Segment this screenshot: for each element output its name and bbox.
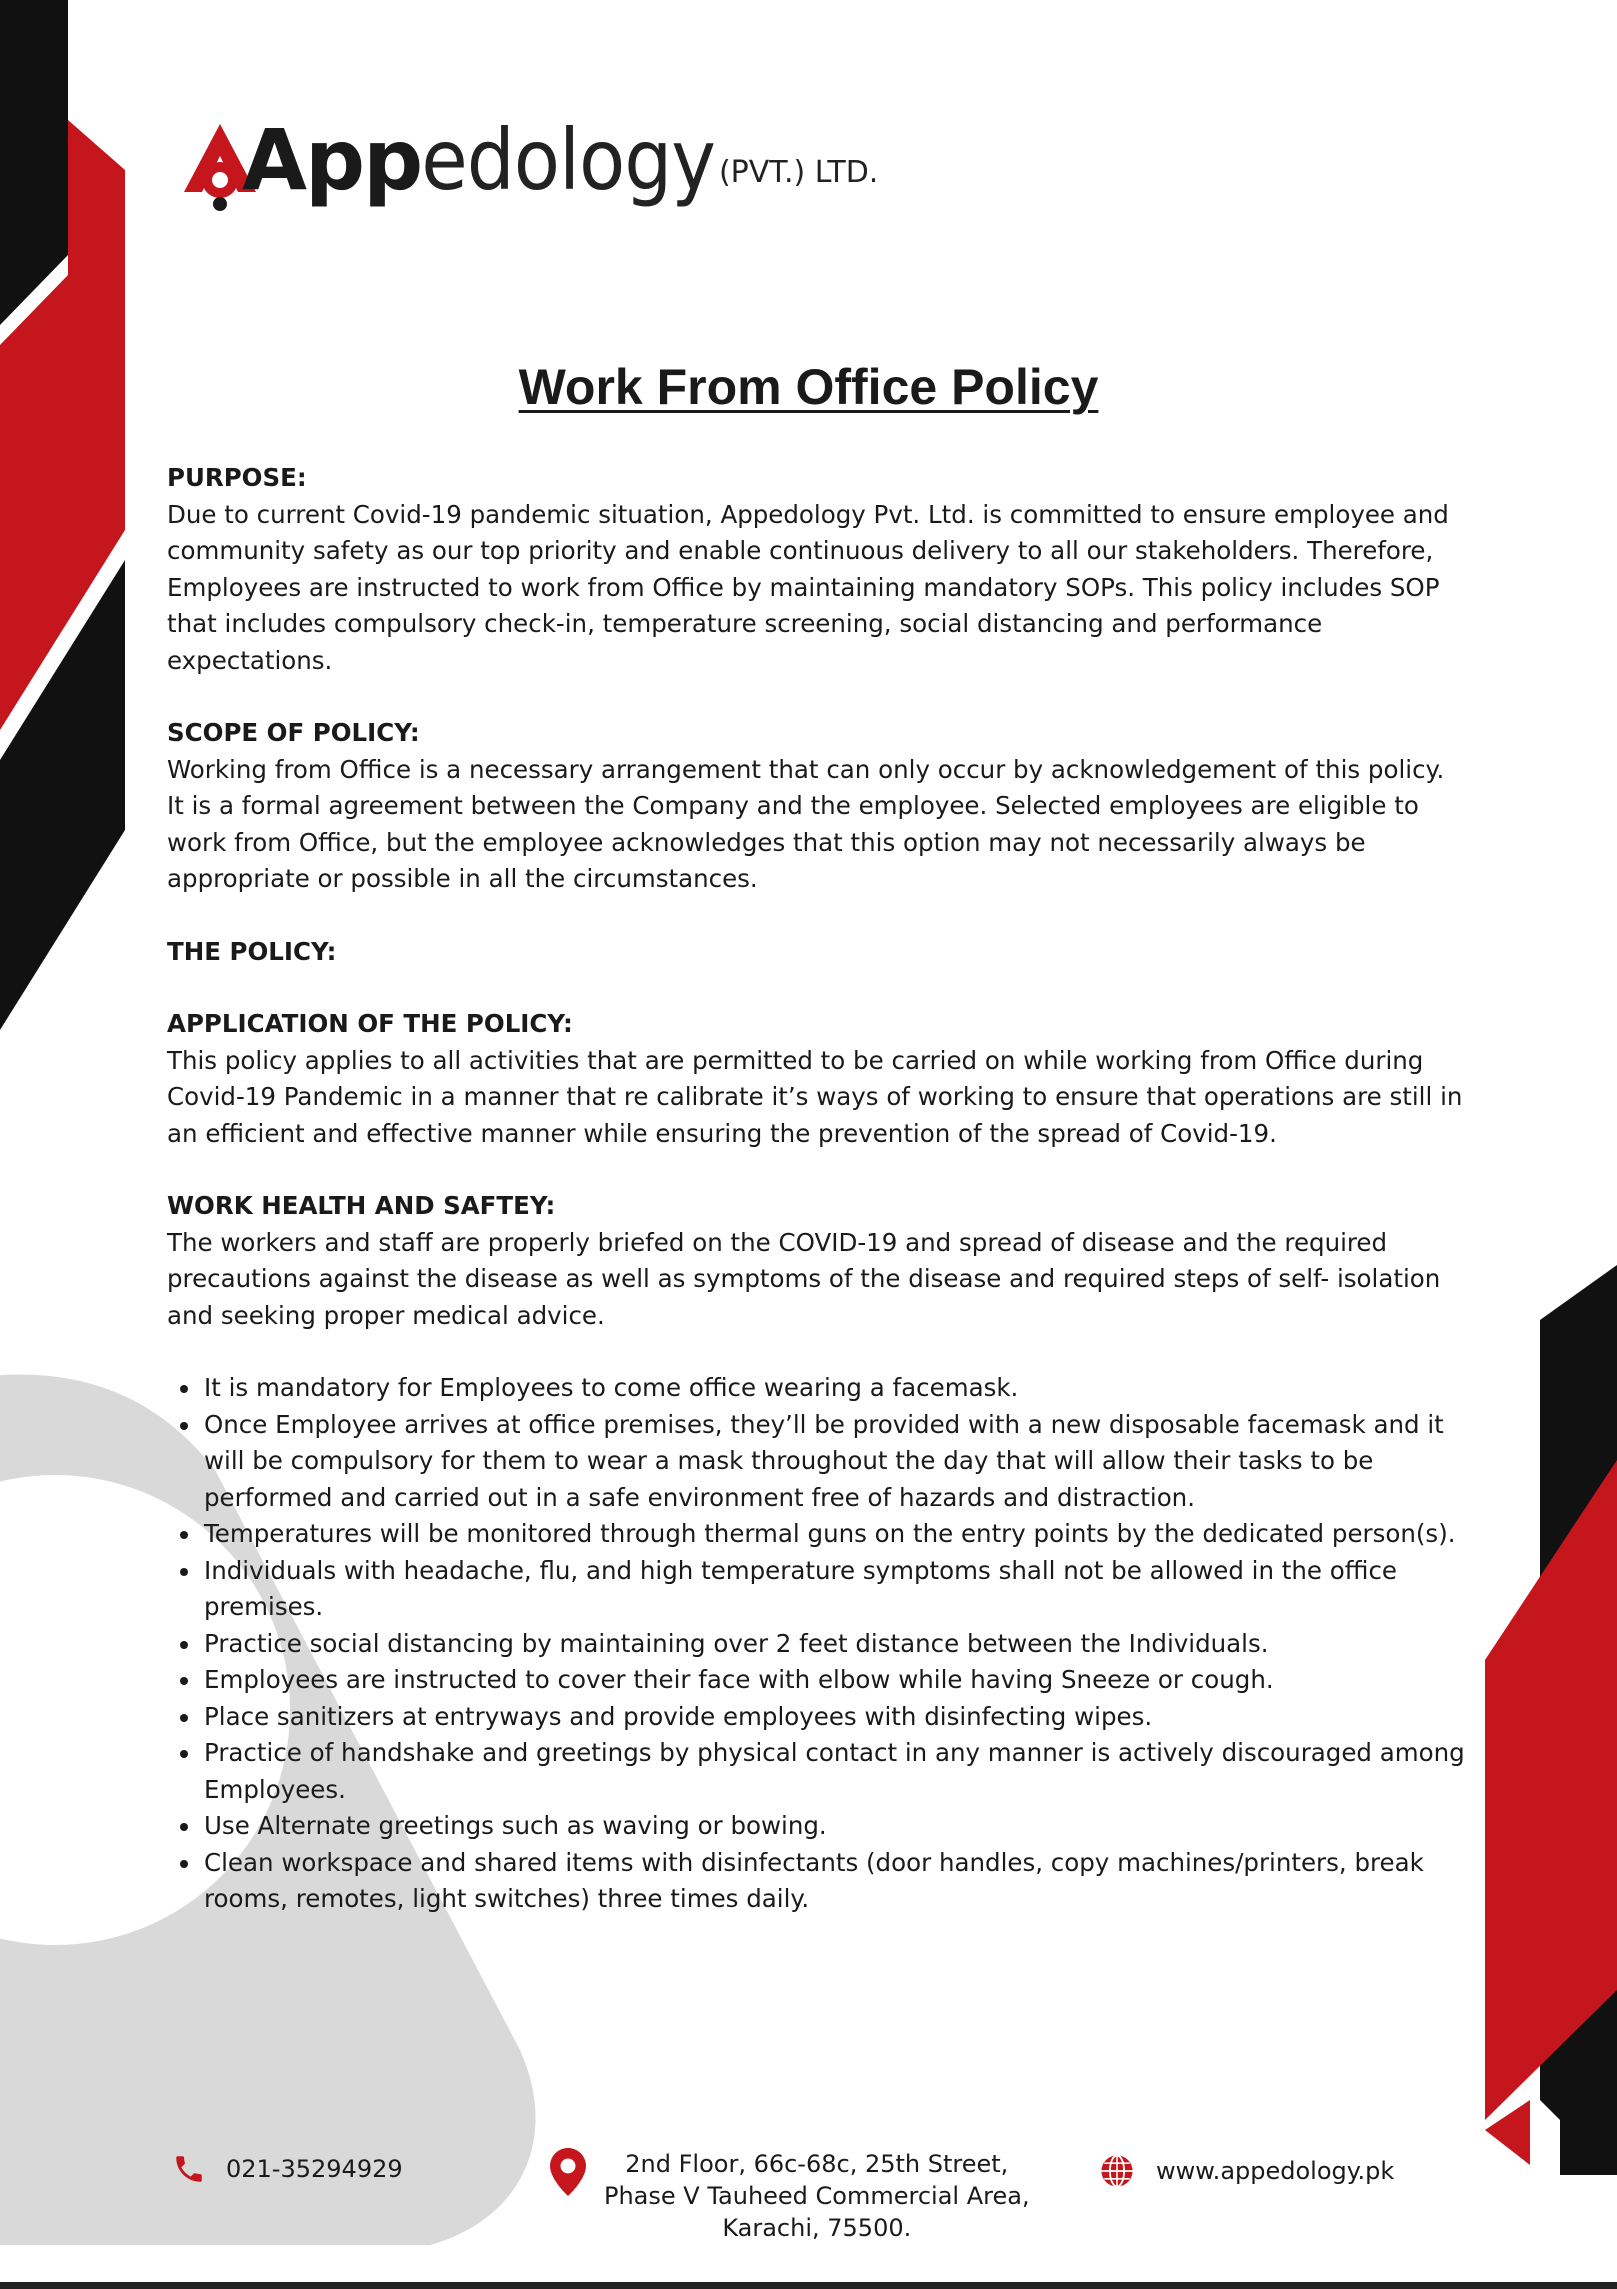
phone-icon xyxy=(172,2152,206,2186)
list-item: • Once Employee arrives at office premises, they’ll be provided with a new disposable facemask and it will be compulsory for them to wear a mask throughout the day that will allow their tasks to be performed and carried out in a safe environment free of hazards and distraction. xyxy=(202,1407,1467,1517)
section-the-policy xyxy=(167,934,1467,971)
title-text: Work From Office Policy xyxy=(518,359,1099,415)
document-title xyxy=(0,358,1617,416)
list-item: • Practice of handshake and greetings by physical contact in any manner is actively discouraged among Employees. xyxy=(202,1735,1467,1808)
section-heading: WORK HEALTH AND SAFTEY: xyxy=(167,1191,556,1220)
phone-number: 021-35294929 xyxy=(226,2155,403,2183)
list-item: • Place sanitizers at entryways and provide employees with disinfecting wipes. xyxy=(202,1699,1467,1736)
list-item: • Individuals with headache, flu, and high temperature symptoms shall not be allowed in the office premises. xyxy=(202,1553,1467,1626)
section-purpose xyxy=(167,460,1467,679)
safety-measures-list xyxy=(167,1370,1467,1918)
address-line: 2nd Floor, 66c-68c, 25th Street, xyxy=(625,2150,1009,2178)
list-item: • Clean workspace and shared items with disinfectants (door handles, copy machines/printers, break rooms, remotes, light switches) three times daily. xyxy=(202,1845,1467,1918)
list-item: • Practice social distancing by maintaining over 2 feet distance between the Individuals. xyxy=(202,1626,1467,1663)
list-item: • Use Alternate greetings such as waving or bowing. xyxy=(202,1808,1467,1845)
bottom-border-line xyxy=(0,2282,1617,2289)
address-text xyxy=(604,2148,1030,2244)
address-line: Phase V Tauheed Commercial Area, xyxy=(604,2182,1030,2210)
footer-phone xyxy=(172,2152,403,2186)
address-line: Karachi, 75500. xyxy=(722,2214,912,2242)
company-logo xyxy=(180,92,878,212)
policy-content xyxy=(167,460,1467,1918)
globe-icon xyxy=(1100,2154,1134,2188)
logo-suffix: (PVT.) LTD. xyxy=(718,155,879,190)
section-heading: PURPOSE: xyxy=(167,463,307,492)
section-scope xyxy=(167,715,1467,898)
section-heading: SCOPE OF POLICY: xyxy=(167,718,420,747)
footer-website xyxy=(1100,2154,1394,2188)
list-item: • It is mandatory for Employees to come office wearing a facemask. xyxy=(202,1370,1467,1407)
list-item: • Temperatures will be monitored through thermal guns on the entry points by the dedicated person(s). xyxy=(202,1516,1467,1553)
section-body: Working from Office is a necessary arrangement that can only occur by acknowledgement of this policy. It is a formal agreement between the Company and the employee. Selected employees are eligible to work from Office, but the employee acknowledges that this option may not necessarily always be appropriate or possible in all the circumstances. xyxy=(167,754,1445,893)
section-body: The workers and staff are properly briefed on the COVID-19 and spread of disease and the required precautions against the disease as well as symptoms of the disease and required steps of self- isolation and seeking proper medical advice. xyxy=(167,1227,1441,1330)
footer xyxy=(0,2140,1617,2250)
logo-text-bold: App xyxy=(242,111,422,209)
section-body: This policy applies to all activities that are permitted to be carried on while working from Office during Covid-19 Pandemic in a manner that re calibrate it’s ways of working to ensure that operations are still in an efficient and effective manner while ensuring the prevention of the spread of Covid-19. xyxy=(167,1045,1463,1148)
left-black-stripe-top xyxy=(0,0,68,325)
section-health-safety xyxy=(167,1188,1467,1334)
section-heading: THE POLICY: xyxy=(167,936,337,966)
footer-address xyxy=(550,2148,1030,2244)
section-application xyxy=(167,1006,1467,1152)
website-link[interactable]: www.appedology.pk xyxy=(1156,2157,1395,2185)
location-pin-icon xyxy=(550,2148,586,2196)
list-item: • Employees are instructed to cover their face with elbow while having Sneeze or cough. xyxy=(202,1662,1467,1699)
logo-text-light: edology xyxy=(421,111,715,209)
section-heading: APPLICATION OF THE POLICY: xyxy=(167,1009,573,1038)
section-body: Due to current Covid-19 pandemic situation, Appedology Pvt. Ltd. is committed to ensure employee and community safety as our top priority and enable continuous delivery to all our stakeholders. Therefore, Employees are instructed to work from Office by maintaining mandatory SOPs. This policy includes SOP that includes compulsory check-in, temperature screening, social distancing and performance expectations. xyxy=(167,499,1449,675)
